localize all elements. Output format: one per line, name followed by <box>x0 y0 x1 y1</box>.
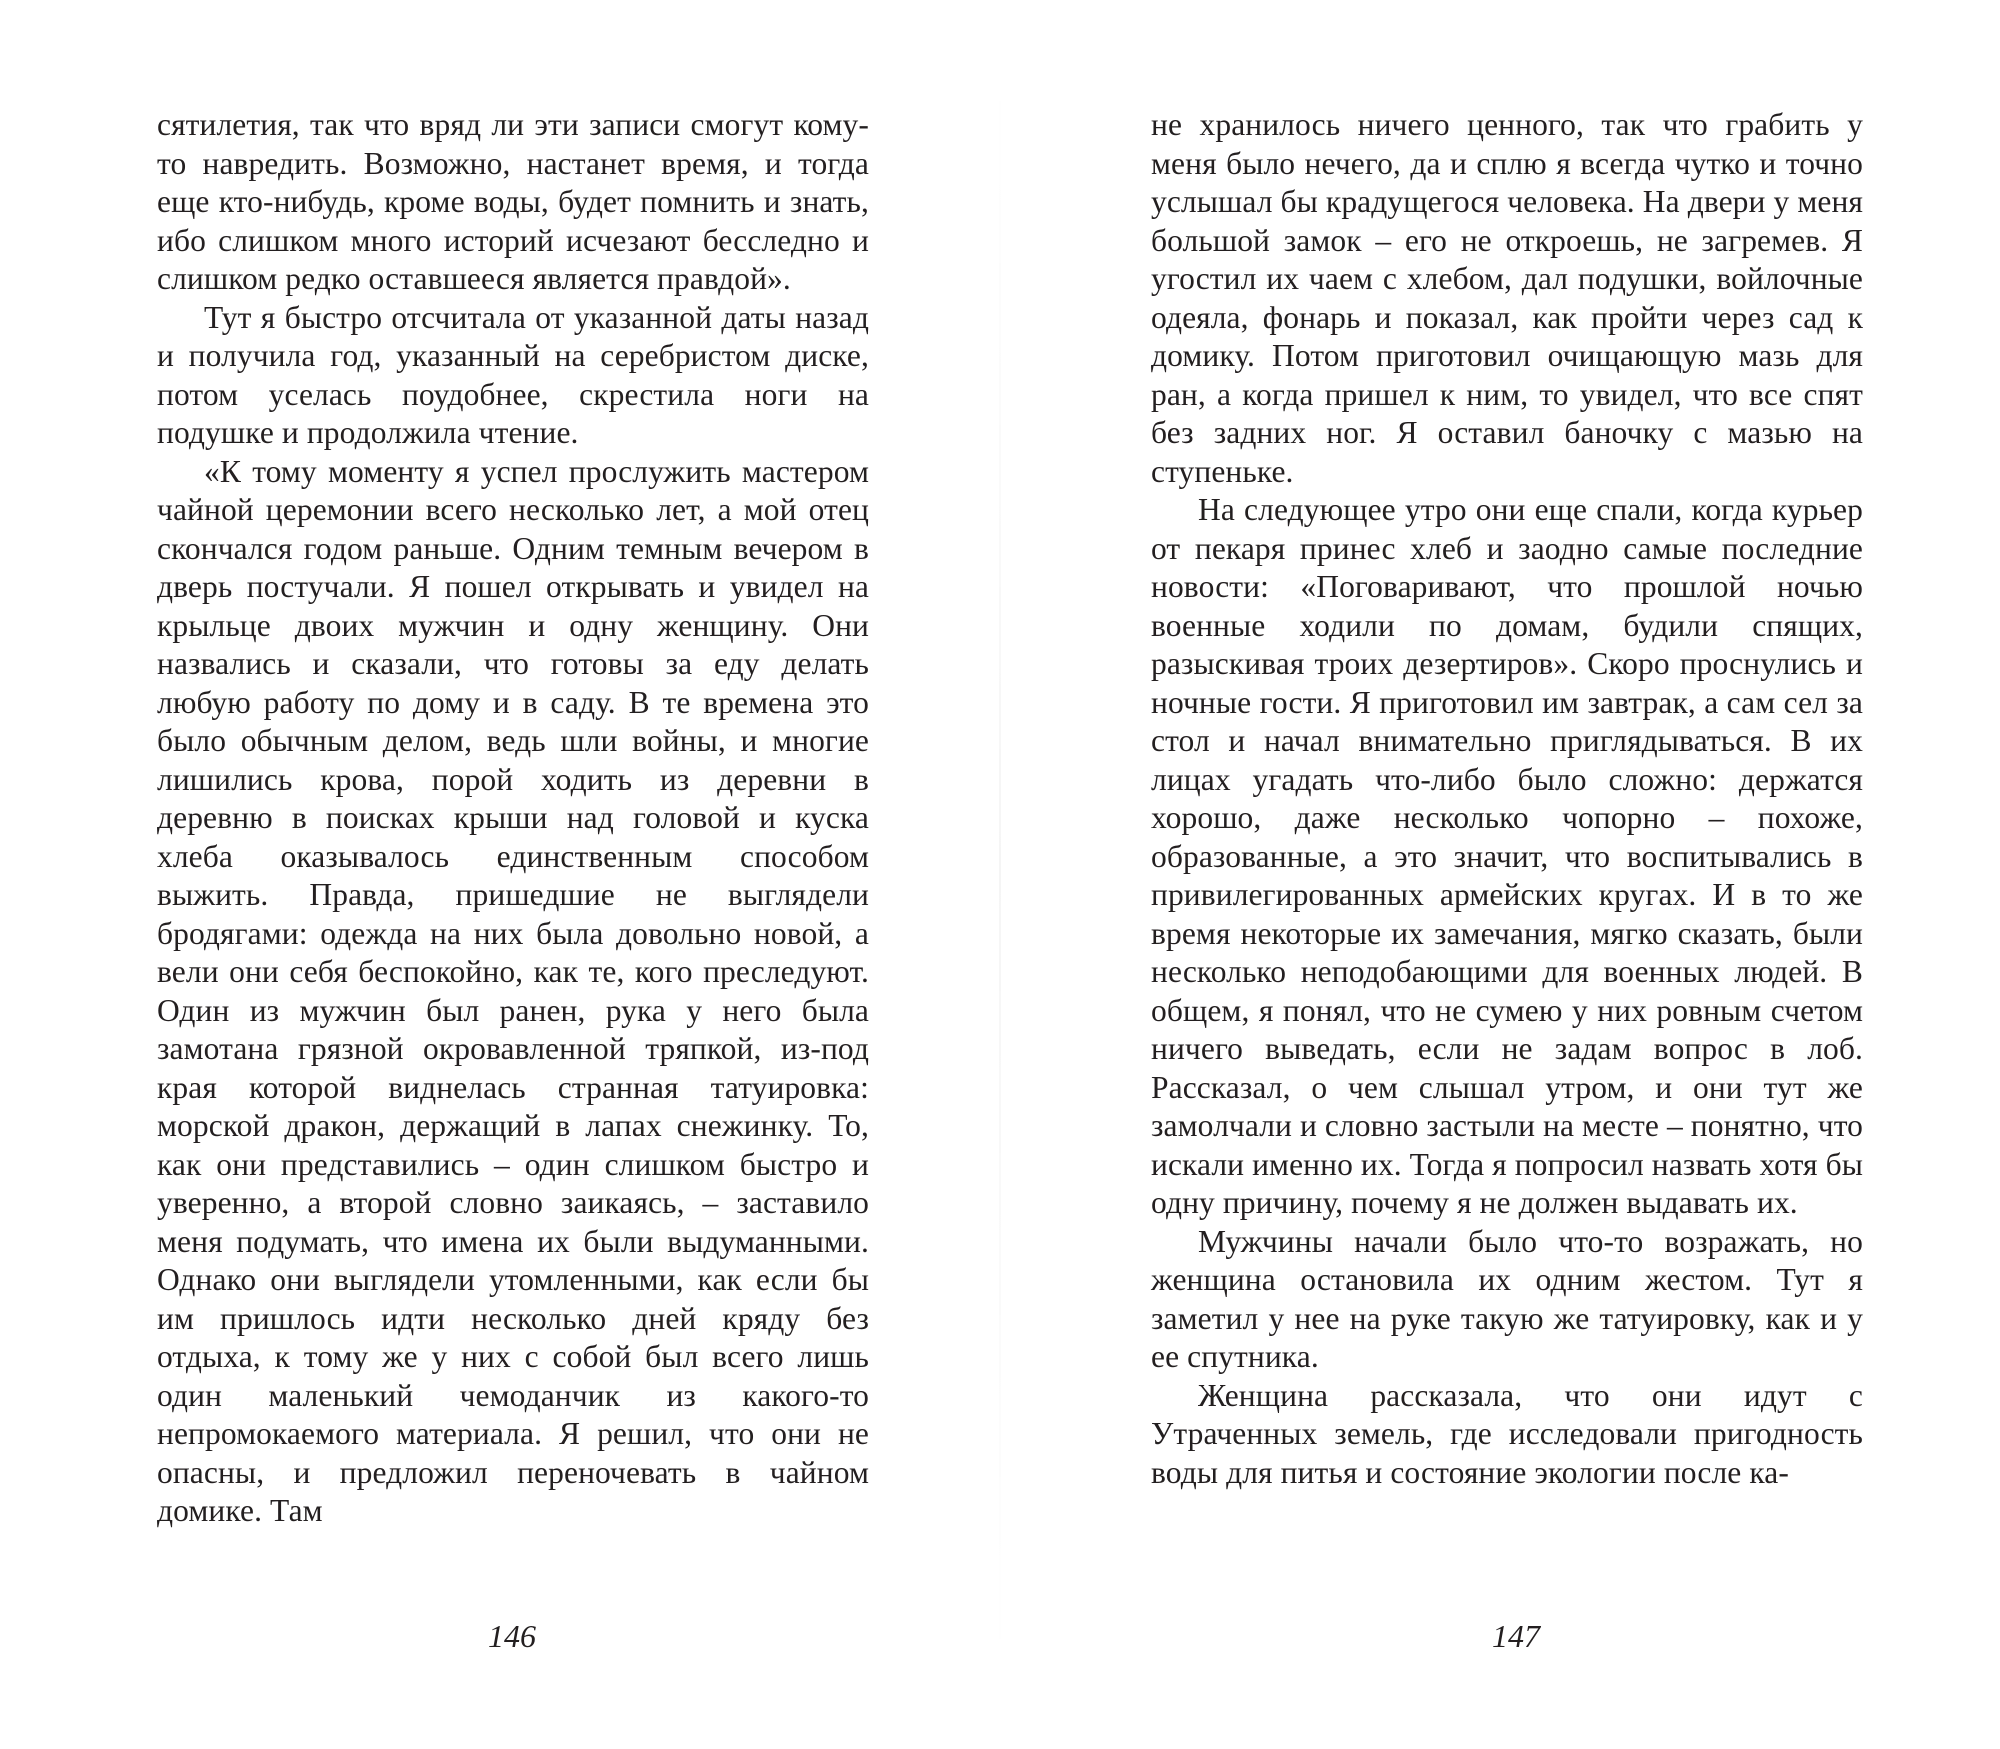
left-paragraph-2: Тут я быстро отсчитала от указанной даты назад и получила год, указанный на серебристом диске, потом уселась поудобнее, скрестила ноги на подушке и продолжила чтение. <box>157 299 869 450</box>
left-page-text <box>157 106 869 1531</box>
right-page <box>1000 0 2000 1749</box>
right-paragraph-4: Женщина рассказала, что они идут с Утраченных земель, где исследовали пригодность воды для питья и состояние экологии после ка- <box>1151 1377 1863 1490</box>
left-paragraph-1: сятилетия, так что вряд ли эти записи смогут кому-то навредить. Возможно, настанет время, и тогда еще кто-нибудь, кроме воды, будет помнить и знать, ибо слишком много историй исчезают бесследно и слишком редко оставшееся является правдой». <box>157 107 869 296</box>
right-paragraph-2: На следующее утро они еще спали, когда курьер от пекаря принес хлеб и заодно самые последние новости: «Поговаривают, что прошлой ночью военные ходили по домам, будили спящих, разыскивая троих дезертиров». Скоро проснулись и ночные гости. Я приготовил им завтрак, а сам сел за стол и начал внимательно приглядываться. В их лицах угадать что-либо было сложно: держатся хорошо, даже несколько чопорно – похоже, образованные, а это значит, что воспитывались в привилегированных армейских кругах. И в то же время некоторые их замечания, мягко сказать, были несколько неподобающими для военных людей. В общем, я понял, что не сумею у них ровным счетом ничего выведать, если не задам вопрос в лоб. Рассказал, о чем слышал утром, и они тут же замолчали и словно застыли на месте – понятно, что искали именно их. Тогда я попросил назвать хотя бы одну причину, почему я не должен выдавать их. <box>1151 492 1863 1220</box>
right-page-number: 147 <box>1492 1618 1540 1654</box>
right-paragraph-3: Мужчины начали было что-то возражать, но женщина остановила их одним жестом. Тут я заметил у нее на руке такую же татуировку, как и у ее спутника. <box>1151 1223 1863 1374</box>
left-page-number: 146 <box>488 1618 536 1654</box>
right-paragraph-1: не хранилось ничего ценного, так что грабить у меня было нечего, да и сплю я всегда чутко и точно услышал бы крадущегося человека. На двери у меня большой замок – его не откроешь, не загремев. Я угостил их чаем с хлебом, дал подушки, войлочные одеяла, фонарь и показал, как пройти через сад к домику. Потом приготовил очищающую мазь для ран, а когда пришел к ним, то увидел, что все спят без задних ног. Я оставил баночку с мазью на ступеньке. <box>1151 107 1863 489</box>
right-page-text <box>1151 106 1863 1492</box>
left-paragraph-3: «К тому моменту я успел прослужить мастером чайной церемонии всего несколько лет, а мой отец скончался годом раньше. Одним темным вечером в дверь постучали. Я пошел открывать и увидел на крыльце двоих мужчин и одну женщину. Они назвались и сказали, что готовы за еду делать любую работу по дому и в саду. В те времена это было обычным делом, ведь шли войны, и многие лишились крова, порой ходить из деревни в деревню в поисках крыши над головой и куска хлеба оказывалось единственным способом выжить. Правда, пришедшие не выглядели бродягами: одежда на них была довольно новой, а вели они себя беспокойно, как те, кого преследуют. Один из мужчин был ранен, рука у него была замотана грязной окровавленной тряпкой, из-под края которой виднелась странная татуировка: морской дракон, держащий в лапах снежинку. То, как они представились – один слишком быстро и уверенно, а второй словно заикаясь, – заставило меня подумать, что имена их были выдуманными. Однако они выглядели утомленными, как если бы им пришлось идти несколько дней кряду без отдыха, к тому же у них с собой был всего лишь один маленький чемоданчик из какого-то непромокаемого материала. Я решил, что они не опасны, и предложил переночевать в чайном домике. Там <box>157 453 869 1528</box>
